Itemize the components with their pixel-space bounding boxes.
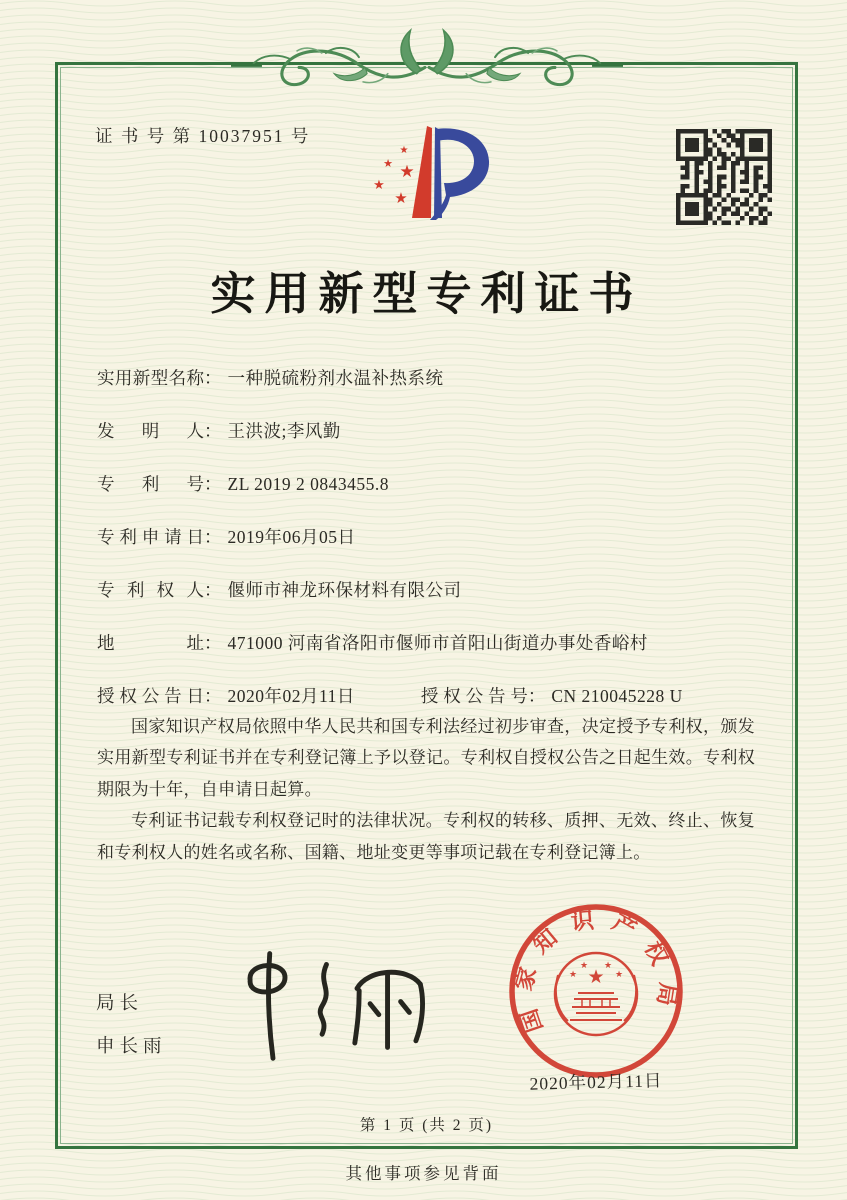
field-row-address	[97, 630, 757, 656]
legal-text	[97, 711, 755, 868]
field-label: 专利号	[97, 474, 204, 494]
field-value: ZL 2019 2 0843455.8	[227, 474, 389, 494]
svg-text:★: ★	[399, 162, 415, 182]
field-row-patentee	[97, 577, 757, 603]
qr-code-icon	[676, 129, 772, 225]
field-colon: ：	[204, 421, 222, 441]
field-value: 2019年06月05日	[227, 527, 356, 547]
field-row-inventor	[97, 418, 757, 444]
field-value: 471000 河南省洛阳市偃师市首阳山街道办事处香峪村	[227, 633, 648, 653]
field-label: 授权公告号	[420, 686, 528, 706]
officer-title: 局长	[96, 994, 144, 1014]
svg-text:★: ★	[568, 970, 578, 980]
svg-text:★: ★	[603, 961, 613, 971]
field-colon: ：	[204, 527, 222, 547]
field-label: 发明人	[97, 421, 204, 441]
field-colon: ：	[204, 686, 222, 706]
svg-text:★: ★	[587, 966, 605, 988]
logo-red-wedge	[412, 126, 432, 218]
field-label: 专利权人	[97, 580, 204, 600]
svg-text:★: ★	[383, 157, 393, 170]
certificate-number: 证 书 号 第 10037951 号	[95, 126, 311, 146]
field-label: 地址	[97, 633, 204, 653]
seal-date: 2020年02月11日	[529, 1070, 663, 1094]
field-colon: ：	[204, 633, 222, 653]
scroll-flourish-icon	[231, 21, 623, 105]
cnipa-logo-icon	[368, 123, 496, 227]
legal-paragraph-2: 专利证书记载专利权登记时的法律状况。专利权的转移、质押、无效、终止、恢复和专利权人的姓名或名称、国籍、地址变更等事项记载在专利登记簿上。	[97, 811, 755, 862]
svg-text:★: ★	[394, 189, 408, 207]
field-value: 一种脱硫粉剂水温补热系统	[227, 368, 444, 388]
certificate-border-frame	[55, 62, 798, 1149]
seal-text: 国家知识产权局	[510, 906, 681, 1036]
handwritten-signature-icon	[213, 947, 453, 1067]
certificate-title: 实用新型专利证书	[210, 269, 643, 319]
field-label: 授权公告日	[97, 686, 204, 706]
field-value: 2020年02月11日	[227, 686, 355, 706]
svg-text:★: ★	[399, 145, 409, 156]
field-value: 王洪波;李风勤	[227, 421, 341, 441]
field-row-grant	[97, 683, 757, 709]
logo-stars	[373, 145, 414, 207]
field-colon: ：	[204, 368, 222, 388]
field-row-filing-date	[97, 524, 757, 550]
field-value: 偃师市神龙环保材料有限公司	[227, 580, 462, 600]
field-value: CN 210045228 U	[551, 686, 683, 706]
field-colon: ：	[204, 580, 222, 600]
field-label: 实用新型名称	[97, 368, 204, 388]
field-colon: ：	[204, 474, 222, 494]
official-seal	[506, 901, 686, 1081]
svg-text:★: ★	[579, 961, 589, 971]
svg-text:★: ★	[614, 970, 624, 980]
svg-text:★: ★	[373, 178, 385, 193]
field-colon: ：	[527, 686, 546, 706]
officer-block	[96, 989, 167, 1075]
officer-name: 申长雨	[96, 1037, 167, 1057]
field-row-name	[97, 365, 757, 391]
emblem-stars	[569, 961, 623, 988]
field-list	[97, 365, 757, 736]
page-number: 第 1 页 (共 2 页)	[359, 1117, 494, 1134]
back-side-note: 其他事项参见背面	[345, 1164, 502, 1183]
field-label: 专利申请日	[97, 527, 204, 547]
field-row-patent-no	[97, 471, 757, 497]
legal-paragraph-1: 国家知识产权局依照中华人民共和国专利法经过初步审查，决定授予专利权，颁发实用新型专利证书并在专利登记簿上予以登记。专利权自授权公告之日起生效。专利权期限为十年，自申请日起算。	[97, 717, 755, 799]
